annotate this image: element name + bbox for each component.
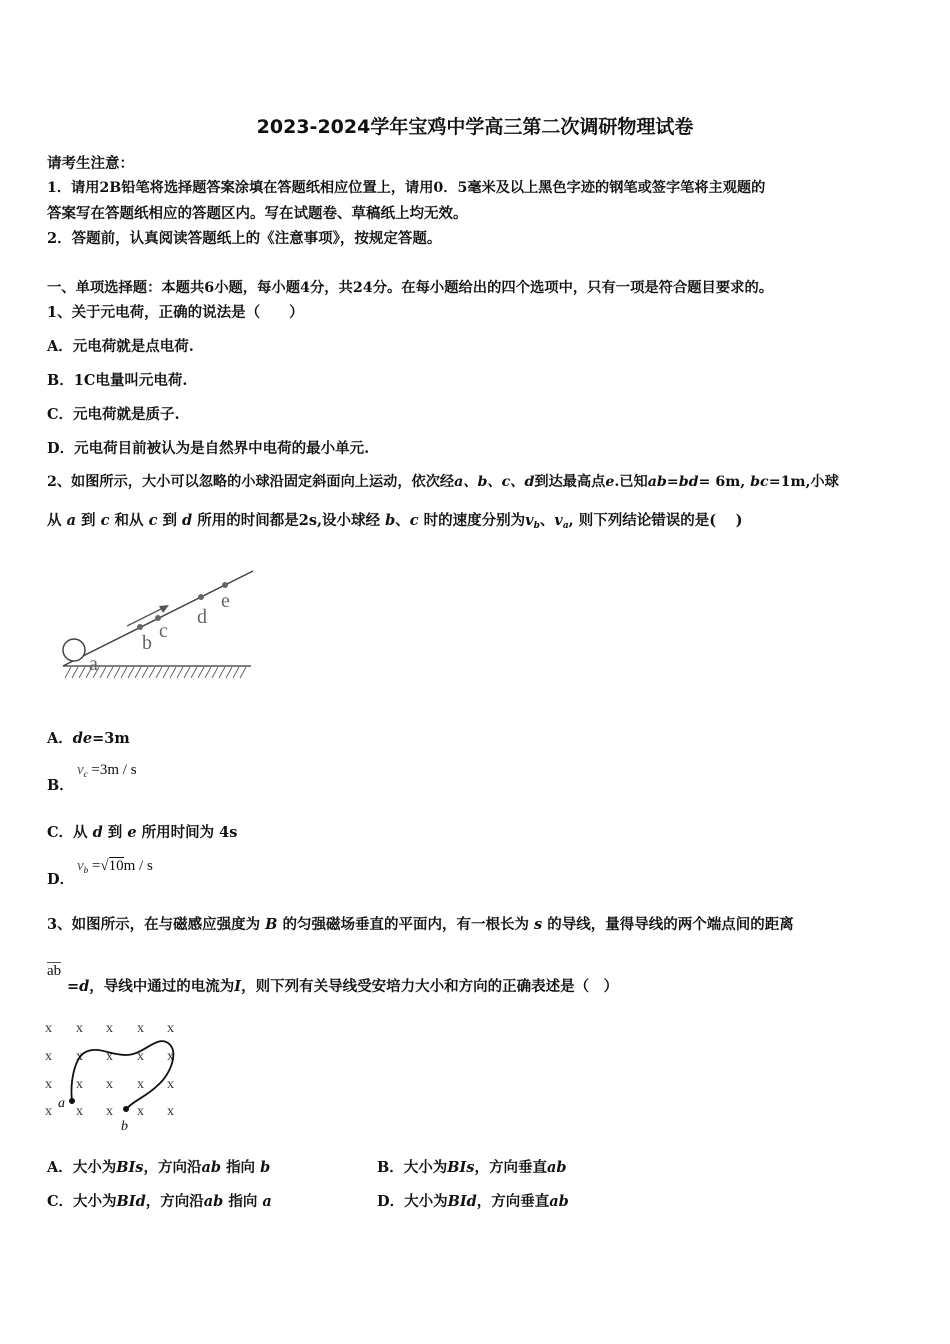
text-run: c [148,512,158,529]
wire-curve [72,1041,174,1109]
text-run: I [234,978,242,995]
field-x-mark: x [167,1021,174,1036]
point-e-dot [222,582,228,588]
question-3-stem-line-1 [47,913,794,934]
text-run: s [534,916,543,933]
field-x-mark: x [45,1104,52,1119]
text-run: = [88,858,101,874]
field-x-mark: x [106,1049,113,1064]
text-run: =3m / s [87,762,137,778]
field-x-mark: x [137,1077,144,1092]
text-run: m / s [123,858,153,874]
text-run: a [66,512,76,529]
text-run: ab [549,1193,569,1210]
option-label: A． [47,730,73,747]
text-run: ，方向垂直 [476,1193,550,1210]
text-run: .已知 [614,474,648,490]
field-x-mark: x [106,1077,113,1092]
radicand: 10 [108,858,124,874]
option-label: C．大小为 [47,1193,117,1210]
text-run: 到 [81,512,96,529]
text-run: ，方向垂直 [474,1159,547,1176]
text-run: 指向 [228,1193,258,1210]
question-2-option-c [47,821,237,842]
text-run: BId [447,1193,477,1210]
option-label: A．大小为 [47,1159,117,1176]
question-2-stem-line-1 [47,471,839,491]
text-run: v [554,512,563,529]
notice-item-1-line-2: 答案写在答题纸相应的答题区内。写在试题卷、草稿纸上均无效。 [47,205,468,222]
point-d-dot [198,594,204,600]
question-2-option-b-formula [77,762,137,779]
text-run: 到达最高点 [534,474,606,490]
ball [63,639,85,661]
option-label: D．大小为 [377,1193,448,1210]
text-run: 所用的时间都是2s,设小球经 [197,512,381,529]
text-run: 到 [102,824,128,841]
text-run: ab [201,1159,221,1176]
notice-item-1-line-1: 1．请用2B铅笔将选择题答案涂填在答题纸相应位置上，请用0．5毫米及以上黑色字迹的钢笔或签字笔将主观题的 [47,180,766,196]
text-run: BIs [116,1159,144,1176]
text-run: ab [203,1193,224,1210]
field-x-mark: x [76,1104,83,1119]
text-run: B [265,916,278,933]
field-x-mark: x [137,1021,144,1036]
text-run: 、 [539,512,555,529]
field-x-mark: x [167,1104,174,1119]
question-2-option-d-formula [77,858,153,875]
question-3-option-d [377,1190,569,1211]
field-x-mark: x [76,1049,83,1064]
text-run: = [67,978,80,995]
field-x-mark: x [76,1021,83,1036]
question-3-stem-line-2 [67,975,618,996]
text-run: a、b、c、d [454,474,535,490]
notice-item-2: 2．答题前，认真阅读答题纸上的《注意事项》，按规定答题。 [47,230,442,247]
label-b: b [142,632,152,654]
text-run: ab=bd [647,474,699,490]
question-2-option-a [47,727,130,748]
text-run: d [79,978,90,995]
page-title: 2023-2024学年宝鸡中学高三第二次调研物理试卷 [256,116,694,138]
text-run: ，方向沿 [145,1193,204,1210]
text-run: b [83,865,89,875]
field-x-mark: x [45,1077,52,1092]
option-label: C．从 [47,824,93,841]
field-x-mark: x [137,1104,144,1119]
text-run: ，方向沿 [143,1159,202,1176]
text-run: 的匀强磁场垂直的平面内，有一根长为 [282,916,529,933]
text-run: =1m,小球 [768,474,839,490]
text-run: 到 [162,512,177,529]
field-x-mark: x [76,1077,83,1092]
text-run: BId [116,1193,146,1210]
field-x-mark: x [167,1077,174,1092]
text-run: ，导线中通过的电流为 [89,978,235,995]
question-2-option-b-label: B． [47,777,74,794]
text-run: ab [546,1159,567,1176]
text-run: =3m [92,730,130,747]
text-run: 所用时间为 4s [136,824,238,841]
text-run: ，则下列有关导线受安培力大小和方向的正确表述是（ ） [241,978,619,995]
text-run: b [533,521,540,531]
text-run: d [182,512,193,529]
text-run: e [605,474,615,490]
question-1-option-a: A．元电荷就是点电荷. [47,338,194,355]
notice-heading: 请考生注意： [47,155,134,172]
question-1-option-d: D．元电荷目前被认为是自然界中电荷的最小单元. [47,440,370,457]
text-run: a [562,521,569,531]
point-b-dot [137,624,143,630]
option-label: B．大小为 [377,1159,448,1176]
text-run: 、 [395,512,410,529]
text-run: v [77,762,84,778]
question-2-stem-line-2 [47,509,743,531]
question-3-option-a [47,1156,270,1177]
text-run: c [409,512,419,529]
field-x-mark: x [45,1049,52,1064]
field-x-mark: x [106,1104,113,1119]
question-3-option-c [47,1190,272,1211]
segment-ab-symbol: ab [47,963,62,979]
section-1-heading: 一、单项选择题：本题共6小题，每小题4分，共24分。在每小题给出的四个选项中，只有一项是符合题目要求的。 [47,280,774,296]
text-run: , 则下列结论错误的是( ) [568,512,743,529]
endpoint-a-dot [69,1098,75,1104]
text-run: = 6m, [698,474,746,490]
text-run: v [77,858,84,874]
text-run: b [260,1159,271,1176]
field-x-mark: x [137,1049,144,1064]
question-1-option-c: C．元电荷就是质子. [47,406,180,423]
label-e: e [221,590,230,612]
sqrt-symbol: √ [100,858,109,874]
field-x-mark: x [167,1049,174,1064]
field-x-mark: x [106,1021,113,1036]
text-run: 2、如图所示，大小可以忽略的小球沿固定斜面向上运动，依次经 [47,474,455,490]
text-run: v [525,512,534,529]
text-run: a [262,1193,272,1210]
label-b: b [121,1119,128,1134]
text-run: 从 [47,512,62,529]
text-run: d [92,824,103,841]
text-run: bc [750,474,769,490]
question-3-option-b [377,1156,567,1177]
endpoint-b-dot [123,1106,129,1112]
label-a: a [58,1096,65,1111]
text-run: b [385,512,396,529]
text-run: 时的速度分别为 [423,512,526,529]
question-1-option-b: B．1C电量叫元电荷. [47,372,188,389]
text-run: e [127,824,137,841]
magnetic-field-figure [40,1013,200,1138]
label-d: d [197,606,207,628]
text-run: 指向 [226,1159,256,1176]
text-run: c [100,512,110,529]
text-run: 3、如图所示，在与磁感应强度为 [47,916,261,933]
question-2-option-d-label: D． [47,871,75,888]
text-run: BIs [447,1159,475,1176]
label-c: c [159,620,168,642]
text-run: de [72,730,93,747]
text-run: 的导线，量得导线的两个端点间的距离 [547,916,794,933]
label-a: a [89,653,98,675]
text-run: 和从 [114,512,144,529]
field-x-mark: x [45,1021,52,1036]
question-1-stem: 1、关于元电荷，正确的说法是（ ） [47,304,304,321]
text-run: c [83,769,88,779]
incline-figure [55,560,265,690]
